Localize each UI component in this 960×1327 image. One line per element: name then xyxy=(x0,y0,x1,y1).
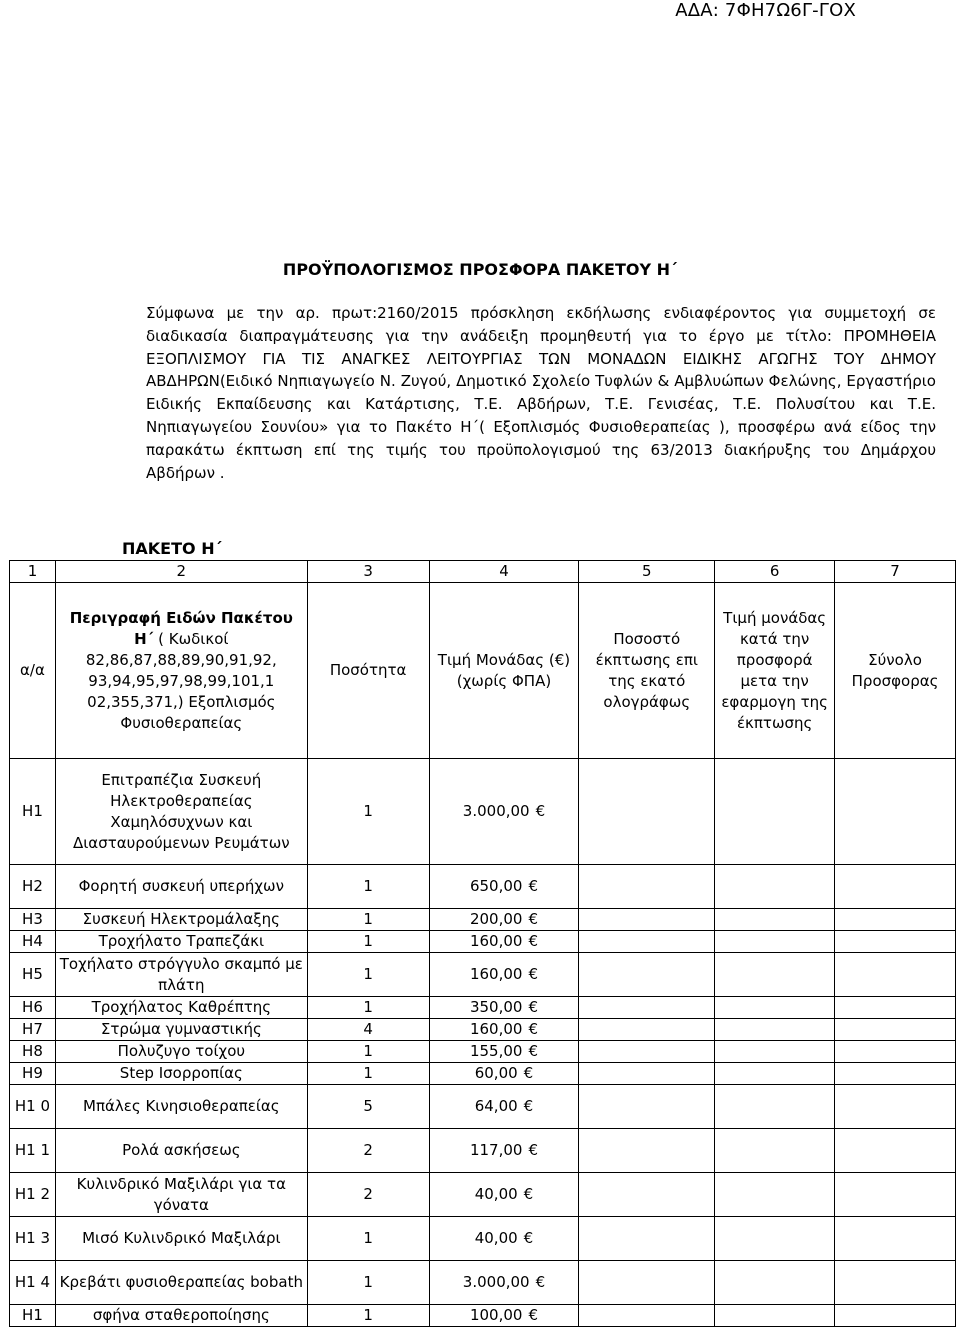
item-code: Η6 xyxy=(10,997,56,1019)
item-offer-unit-price xyxy=(715,1261,835,1305)
item-total xyxy=(835,1305,956,1327)
item-offer-unit-price xyxy=(715,1173,835,1217)
item-discount xyxy=(579,997,715,1019)
price-value: 155,00 xyxy=(469,1042,523,1060)
price-value: 160,00 xyxy=(469,1020,523,1038)
column-number: 3 xyxy=(307,561,429,583)
table-row xyxy=(10,759,956,865)
item-code: Η3 xyxy=(10,909,56,931)
item-offer-unit-price xyxy=(715,1063,835,1085)
item-discount xyxy=(579,1261,715,1305)
price-value: 40,00 xyxy=(474,1229,518,1247)
item-code: Η1 xyxy=(10,759,56,865)
item-offer-unit-price xyxy=(715,1041,835,1063)
euro-icon: € xyxy=(528,965,538,983)
item-unit-price xyxy=(429,997,579,1019)
item-quantity: 1 xyxy=(307,931,429,953)
package-title: ΠΑΚΕΤΟ Η΄ xyxy=(122,539,222,558)
table-row xyxy=(10,953,956,997)
price-value: 650,00 xyxy=(469,877,523,895)
item-description: σφήνα σταθεροποίησης xyxy=(55,1305,307,1327)
item-code: Η8 xyxy=(10,1041,56,1063)
item-description: Πολυζυγο τοίχου xyxy=(55,1041,307,1063)
euro-icon: € xyxy=(535,1273,546,1291)
item-total xyxy=(835,909,956,931)
table-row xyxy=(10,997,956,1019)
header-row xyxy=(10,583,956,759)
header-aa: α/α xyxy=(10,583,56,759)
table-row xyxy=(10,909,956,931)
item-discount xyxy=(579,1305,715,1327)
header-discount: Ποσοστό έκπτωσης επι της εκατό ολογράφως xyxy=(579,583,715,759)
item-total xyxy=(835,1261,956,1305)
item-quantity: 2 xyxy=(307,1129,429,1173)
item-discount xyxy=(579,909,715,931)
item-offer-unit-price xyxy=(715,1217,835,1261)
table-row xyxy=(10,1217,956,1261)
table-row xyxy=(10,1129,956,1173)
header-offer-unit-price: Τιμή μονάδας κατά την προσφορά μετα την εφαρμογη της έκπτωσης xyxy=(715,583,835,759)
euro-icon: € xyxy=(528,998,538,1016)
column-number: 4 xyxy=(429,561,579,583)
euro-icon: € xyxy=(528,932,538,950)
item-offer-unit-price xyxy=(715,953,835,997)
item-offer-unit-price xyxy=(715,931,835,953)
item-unit-price xyxy=(429,1261,579,1305)
item-total xyxy=(835,1019,956,1041)
table-row xyxy=(10,1019,956,1041)
item-description: Μισό Κυλινδρικό Μαξιλάρι xyxy=(55,1217,307,1261)
item-quantity: 1 xyxy=(307,1305,429,1327)
price-value: 160,00 xyxy=(469,965,523,983)
item-quantity: 1 xyxy=(307,1261,429,1305)
price-value: 3.000,00 xyxy=(462,1273,530,1291)
item-discount xyxy=(579,1085,715,1129)
table-row xyxy=(10,1261,956,1305)
euro-icon: € xyxy=(523,1064,534,1082)
item-description: Τροχήλατο Τραπεζάκι xyxy=(55,931,307,953)
offer-table xyxy=(9,560,956,1327)
item-unit-price xyxy=(429,759,579,865)
item-total xyxy=(835,1217,956,1261)
item-offer-unit-price xyxy=(715,1129,835,1173)
item-quantity: 1 xyxy=(307,909,429,931)
euro-icon: € xyxy=(523,1229,534,1247)
item-total xyxy=(835,1129,956,1173)
item-unit-price xyxy=(429,931,579,953)
table-row xyxy=(10,1085,956,1129)
column-number: 2 xyxy=(55,561,307,583)
euro-icon: € xyxy=(528,910,538,928)
column-number: 1 xyxy=(10,561,56,583)
item-quantity: 1 xyxy=(307,865,429,909)
euro-icon: € xyxy=(528,877,538,895)
item-unit-price xyxy=(429,1217,579,1261)
item-offer-unit-price xyxy=(715,1305,835,1327)
item-quantity: 1 xyxy=(307,759,429,865)
item-quantity: 5 xyxy=(307,1085,429,1129)
price-value: 40,00 xyxy=(474,1185,518,1203)
item-discount xyxy=(579,1129,715,1173)
item-discount xyxy=(579,865,715,909)
ada-code: ΑΔΑ: 7ΦΗ7Ω6Γ-ΓΟΧ xyxy=(675,0,856,21)
item-description: Επιτραπέζια Συσκευή Ηλεκτροθεραπείας Χαμηλόσυχνων και Διασταυρούμενων Ρευμάτων xyxy=(55,759,307,865)
item-code: Η4 xyxy=(10,931,56,953)
item-description: Ρολά ασκήσεως xyxy=(55,1129,307,1173)
table-row xyxy=(10,865,956,909)
header-description xyxy=(55,583,307,759)
price-value: 117,00 xyxy=(469,1141,523,1159)
item-total xyxy=(835,931,956,953)
item-total xyxy=(835,865,956,909)
price-value: 60,00 xyxy=(474,1064,518,1082)
item-unit-price xyxy=(429,953,579,997)
item-discount xyxy=(579,1041,715,1063)
item-code: Η1 4 xyxy=(10,1261,56,1305)
item-total xyxy=(835,1173,956,1217)
item-total xyxy=(835,1085,956,1129)
document-heading: ΠΡΟΫΠΟΛΟΓΙΣΜΟΣ ΠΡΟΣΦΟΡΑ ΠΑΚΕΤΟΥ Η΄ xyxy=(282,260,678,279)
item-discount xyxy=(579,1217,715,1261)
item-quantity: 2 xyxy=(307,1173,429,1217)
item-unit-price xyxy=(429,1063,579,1085)
table-row xyxy=(10,1063,956,1085)
item-offer-unit-price xyxy=(715,1085,835,1129)
item-code: Η2 xyxy=(10,865,56,909)
item-code: Η1 xyxy=(10,1305,56,1327)
column-number: 5 xyxy=(579,561,715,583)
header-quantity: Ποσότητα xyxy=(307,583,429,759)
price-value: 200,00 xyxy=(469,910,523,928)
item-description: Φορητή συσκευή υπερήχων xyxy=(55,865,307,909)
euro-icon: € xyxy=(528,1042,538,1060)
item-offer-unit-price xyxy=(715,759,835,865)
euro-icon: € xyxy=(523,1185,534,1203)
header-description-codes: ( Κωδικοί 82,86,87,88,89,90,91,92, 93,94,95,97,98,99,101,1 02,355,371,) Εξοπλισμός Φυσιοθεραπείας xyxy=(85,629,277,732)
item-code: Η5 xyxy=(10,953,56,997)
euro-icon: € xyxy=(528,1020,538,1038)
item-discount xyxy=(579,1173,715,1217)
header-total: Σύνολο Προσφορας xyxy=(835,583,956,759)
item-unit-price xyxy=(429,1173,579,1217)
item-total xyxy=(835,997,956,1019)
item-offer-unit-price xyxy=(715,909,835,931)
price-value: 350,00 xyxy=(469,998,523,1016)
item-description: Στρώμα γυμναστικής xyxy=(55,1019,307,1041)
item-total xyxy=(835,1063,956,1085)
item-description: Μπάλες Κινησιοθεραπείας xyxy=(55,1085,307,1129)
item-code: Η7 xyxy=(10,1019,56,1041)
item-description: Κρεβάτι φυσιοθεραπείας bobath xyxy=(55,1261,307,1305)
price-value: 160,00 xyxy=(469,932,523,950)
table-row xyxy=(10,931,956,953)
item-unit-price xyxy=(429,1019,579,1041)
euro-icon: € xyxy=(523,1097,534,1115)
item-quantity: 1 xyxy=(307,953,429,997)
header-description-title: Περιγραφή Ειδών Πακέτου Η΄ xyxy=(69,608,293,648)
item-discount xyxy=(579,1063,715,1085)
item-unit-price xyxy=(429,1129,579,1173)
item-quantity: 1 xyxy=(307,1063,429,1085)
intro-paragraph: Σύμφωνα με την αρ. πρωτ:2160/2015 πρόσκληση εκδήλωσης ενδιαφέροντος για συμμετοχή σε διαδικασία διαπραγμάτευσης για την ανάδειξη προμηθευτή για το έργο με τίτλο: ΠΡΟΜΗΘΕΙΑ ΕΞΟΠΛΙΣΜΟΥ ΓΙΑ ΤΙΣ ΑΝΑΓΚΕΣ ΛΕΙΤΟΥΡΓΙΑΣ ΤΩΝ ΜΟΝΑΔΩΝ ΕΙΔΙΚΗΣ ΑΓΩΓΗΣ ΤΟΥ ΔΗΜΟΥ ΑΒΔΗΡΩΝ(Ειδικό Νηπιαγωγείο Ν. Ζυγού, Δημοτικό Σχολείο Τυφλών & Αμβλυώπων Φελώνης, Εργαστήριο Ειδικής Εκπαίδευσης και Κατάρτισης, Τ.Ε. Αβδήρων, Τ.Ε. Γενισέας, Τ.Ε. Πολυσίτου και Τ.Ε. Νηπιαγωγείου Σουνίου» για το Πακέτο Η΄( Εξοπλισμός Φυσιοθεραπείας ), προσφέρω ανά είδος την παρακάτω έκπτωση επί της τιμής του προϋπολογισμού της 63/2013 διακήρυξης του Δημάρχου Αβδήρων . xyxy=(146,304,936,482)
item-discount xyxy=(579,1019,715,1041)
item-total xyxy=(835,953,956,997)
column-number: 7 xyxy=(835,561,956,583)
item-total xyxy=(835,1041,956,1063)
item-total xyxy=(835,759,956,865)
item-quantity: 1 xyxy=(307,1041,429,1063)
item-description: Τροχήλατος Καθρέπτης xyxy=(55,997,307,1019)
item-quantity: 1 xyxy=(307,997,429,1019)
euro-icon: € xyxy=(535,802,546,820)
column-number-row xyxy=(10,561,956,583)
table-row xyxy=(10,1173,956,1217)
item-code: Η1 0 xyxy=(10,1085,56,1129)
item-unit-price xyxy=(429,1085,579,1129)
price-value: 100,00 xyxy=(469,1306,523,1324)
column-number: 6 xyxy=(715,561,835,583)
price-value: 3.000,00 xyxy=(462,802,530,820)
table-row xyxy=(10,1041,956,1063)
item-unit-price xyxy=(429,1305,579,1327)
euro-icon: € xyxy=(528,1306,538,1324)
item-code: Η9 xyxy=(10,1063,56,1085)
item-description: Step Ισορροπίας xyxy=(55,1063,307,1085)
item-discount xyxy=(579,953,715,997)
item-unit-price xyxy=(429,909,579,931)
item-unit-price xyxy=(429,1041,579,1063)
item-offer-unit-price xyxy=(715,865,835,909)
item-description: Τοχήλατο στρόγγυλο σκαμπό με πλάτη xyxy=(55,953,307,997)
item-discount xyxy=(579,759,715,865)
table-row xyxy=(10,1305,956,1327)
item-quantity: 4 xyxy=(307,1019,429,1041)
item-offer-unit-price xyxy=(715,997,835,1019)
price-value: 64,00 xyxy=(474,1097,518,1115)
euro-icon: € xyxy=(528,1141,538,1159)
item-code: Η1 3 xyxy=(10,1217,56,1261)
item-discount xyxy=(579,931,715,953)
item-quantity: 1 xyxy=(307,1217,429,1261)
item-description: Συσκευή Ηλεκτρομάλαξης xyxy=(55,909,307,931)
item-offer-unit-price xyxy=(715,1019,835,1041)
header-unit-price: Τιμή Μονάδας (€) (χωρίς ΦΠΑ) xyxy=(429,583,579,759)
item-code: Η1 1 xyxy=(10,1129,56,1173)
item-unit-price xyxy=(429,865,579,909)
item-description: Κυλινδρικό Μαξιλάρι για τα γόνατα xyxy=(55,1173,307,1217)
item-code: Η1 2 xyxy=(10,1173,56,1217)
